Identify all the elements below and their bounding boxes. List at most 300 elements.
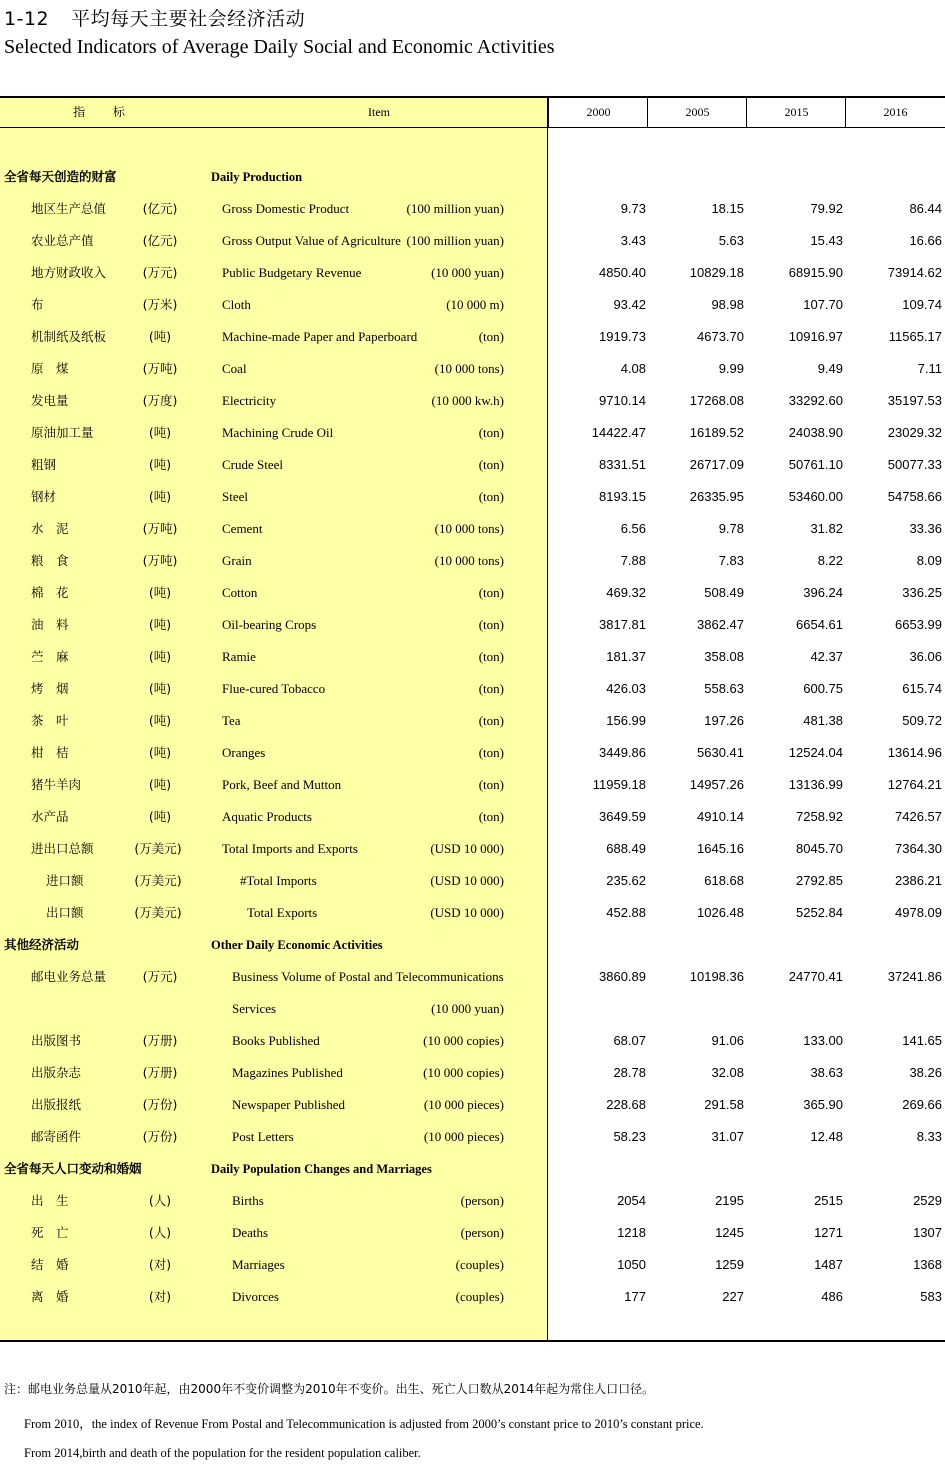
item-unit-en: (10 000 copies): [423, 1033, 504, 1048]
value-cell: 50077.33: [887, 457, 942, 472]
value-cell: 54758.66: [887, 489, 942, 504]
indicator-unit-zh: (万册): [142, 1065, 178, 1080]
value-cell: 107.70: [803, 297, 843, 312]
section-label-en: Daily Population Changes and Marriages: [211, 1162, 432, 1176]
indicator-unit-zh: (万份): [142, 1129, 178, 1144]
indicator-name-zh: 原油加工量: [31, 425, 94, 440]
value-cell: 26335.95: [689, 489, 744, 504]
indicator-unit-zh: (人): [148, 1225, 172, 1240]
value-cell: 13136.99: [788, 777, 843, 792]
item-unit-en: (10 000 copies): [423, 1065, 504, 1080]
value-cell: 33292.60: [788, 393, 843, 408]
item-name-en: Services: [232, 1001, 277, 1016]
indicator-name-zh: 出版报纸: [31, 1097, 82, 1112]
value-cell: 8331.51: [599, 457, 646, 472]
item-unit-en: (100 million yuan): [406, 201, 504, 216]
header-item: Item: [368, 105, 390, 119]
value-cell: 12524.04: [788, 745, 843, 760]
item-unit-en: (10 000 yuan): [431, 1001, 504, 1016]
indicator-name-zh: 猪牛羊肉: [31, 777, 82, 792]
table-row: [0, 1025, 945, 1057]
value-cell: 2792.85: [796, 873, 843, 888]
value-cell: 508.49: [704, 585, 744, 600]
indicator-unit-zh: (吨): [148, 489, 172, 504]
value-cell: 358.08: [704, 649, 744, 664]
value-cell: 1487: [814, 1257, 843, 1272]
value-cell: 73914.62: [887, 265, 942, 280]
indicator-unit-zh: (万美元): [134, 841, 182, 856]
item-unit-en: (ton): [478, 809, 504, 824]
indicator-unit-zh: (吨): [148, 681, 172, 696]
section-label-zh: 全省每天创造的财富: [4, 169, 117, 184]
item-unit-en: (USD 10 000): [430, 905, 504, 920]
value-cell: 38.26: [909, 1065, 942, 1080]
item-unit-en: (ton): [478, 713, 504, 728]
table-row: [0, 1281, 945, 1313]
value-cell: 16.66: [909, 233, 942, 248]
value-cell: 5.63: [718, 233, 744, 248]
table-row: [0, 897, 945, 929]
item-name-en: Divorces: [232, 1289, 279, 1304]
indicator-unit-zh: (吨): [148, 777, 172, 792]
indicator-unit-zh: (吨): [148, 713, 172, 728]
item-name-en: Total Imports and Exports: [222, 841, 358, 856]
table-row: [0, 705, 945, 737]
value-cell: 1245: [715, 1225, 744, 1240]
value-cell: 4673.70: [697, 329, 744, 344]
item-unit-en: (10 000 pieces): [423, 1129, 504, 1144]
table-header: [0, 98, 945, 128]
value-cell: 7426.57: [895, 809, 942, 824]
value-cell: 38.63: [810, 1065, 843, 1080]
indicator-name-zh: 烤 烟: [31, 681, 69, 696]
value-cell: 10916.97: [788, 329, 843, 344]
value-cell: 8045.70: [796, 841, 843, 856]
value-cell: 2529: [913, 1193, 942, 1208]
value-cell: 53460.00: [788, 489, 843, 504]
item-name-en: Books Published: [232, 1033, 320, 1048]
value-cell: 11565.17: [888, 329, 942, 344]
item-name-en: Cotton: [222, 585, 258, 600]
value-cell: 1218: [617, 1225, 646, 1240]
indicator-name-zh: 进口额: [46, 873, 84, 888]
value-cell: 13614.96: [887, 745, 942, 760]
value-cell: 37241.86: [887, 969, 942, 984]
value-cell: 2515: [814, 1193, 843, 1208]
table-row: [0, 513, 945, 545]
item-name-en: #Total Imports: [240, 873, 317, 888]
value-cell: 12.48: [810, 1129, 843, 1144]
item-name-en: Ramie: [222, 649, 256, 664]
value-cell: 486: [821, 1289, 843, 1304]
indicator-name-zh: 死 亡: [31, 1225, 69, 1240]
indicator-name-zh: 茶 叶: [31, 713, 69, 728]
table-row: [0, 961, 945, 993]
indicator-unit-zh: (亿元): [142, 201, 178, 216]
item-name-en: Births: [232, 1193, 264, 1208]
table-row: [0, 257, 945, 289]
item-name-en: Crude Steel: [222, 457, 284, 472]
value-cell: 5252.84: [796, 905, 843, 920]
value-cell: 3860.89: [599, 969, 646, 984]
value-cell: 8.22: [817, 553, 843, 568]
value-cell: 3649.59: [599, 809, 646, 824]
item-name-en: Cloth: [222, 297, 251, 312]
indicator-name-zh: 地方财政收入: [31, 265, 107, 280]
indicator-name-zh: 结 婚: [31, 1257, 69, 1272]
section-label-en: Other Daily Economic Activities: [211, 938, 383, 952]
footnote-zh: 注：邮电业务总量从2010年起，由2000年不变价调整为2010年不变价。出生、死亡人口数从2014年起为常住人口口径。: [4, 1382, 655, 1396]
value-cell: 17268.08: [689, 393, 744, 408]
indicator-unit-zh: (对): [148, 1289, 172, 1304]
footnote-en-2: From 2014,birth and death of the population for the resident population caliber.: [24, 1446, 421, 1460]
item-unit-en: (ton): [478, 489, 504, 504]
item-name-en: Marriages: [232, 1257, 285, 1272]
value-cell: 618.68: [704, 873, 744, 888]
item-unit-en: (couples): [455, 1257, 504, 1272]
value-cell: 24770.41: [788, 969, 843, 984]
indicator-unit-zh: (吨): [148, 329, 172, 344]
item-name-en: Oranges: [222, 745, 266, 760]
value-cell: 26717.09: [689, 457, 744, 472]
item-unit-en: (10 000 m): [446, 297, 504, 312]
value-cell: 8.33: [916, 1129, 942, 1144]
indicator-name-zh: 出版图书: [31, 1033, 82, 1048]
table-row: [0, 1249, 945, 1281]
value-cell: 2195: [715, 1193, 744, 1208]
value-cell: 10829.18: [689, 265, 744, 280]
value-cell: 365.90: [803, 1097, 843, 1112]
section-row: [0, 929, 945, 961]
item-unit-en: (100 million yuan): [406, 233, 504, 248]
value-cell: 28.78: [613, 1065, 646, 1080]
indicator-unit-zh: (吨): [148, 617, 172, 632]
header-year: 2005: [647, 98, 747, 127]
value-cell: 197.26: [704, 713, 744, 728]
item-name-en: Cement: [222, 521, 263, 536]
item-name-en: Post Letters: [232, 1129, 294, 1144]
table-row: [0, 577, 945, 609]
item-name-en: Pork, Beef and Mutton: [222, 777, 342, 792]
value-cell: 91.06: [711, 1033, 744, 1048]
value-cell: 426.03: [606, 681, 646, 696]
value-cell: 396.24: [803, 585, 843, 600]
item-unit-en: (ton): [478, 425, 504, 440]
indicator-name-zh: 邮寄函件: [31, 1129, 82, 1144]
value-cell: 6.56: [620, 521, 646, 536]
item-unit-en: (10 000 yuan): [431, 265, 504, 280]
value-cell: 9.78: [718, 521, 744, 536]
item-unit-en: (10 000 kw.h): [431, 393, 504, 408]
header-year: 2016: [845, 98, 945, 127]
item-unit-en: (ton): [478, 681, 504, 696]
value-cell: 1271: [814, 1225, 843, 1240]
value-cell: 68915.90: [788, 265, 843, 280]
value-cell: 10198.36: [689, 969, 744, 984]
indicator-unit-zh: (万份): [142, 1097, 178, 1112]
value-cell: 23029.32: [887, 425, 942, 440]
title-zh-text: 平均每天主要社会经济活动: [71, 8, 306, 30]
footnote-en-1: From 2010，the index of Revenue From Postal and Telecommunication is adjusted from 2000’s constant price to 2010’s constant price.: [24, 1417, 704, 1431]
indicator-unit-zh: (万册): [142, 1033, 178, 1048]
item-name-en: Total Exports: [247, 905, 318, 920]
value-cell: 2386.21: [895, 873, 942, 888]
item-name-en: Gross Domestic Product: [222, 201, 350, 216]
value-cell: 12764.21: [887, 777, 942, 792]
value-cell: 50761.10: [788, 457, 843, 472]
item-unit-en: (person): [460, 1225, 504, 1240]
item-name-en: Public Budgetary Revenue: [222, 265, 362, 280]
item-name-en: Tea: [222, 713, 241, 728]
value-cell: 8193.15: [599, 489, 646, 504]
indicator-unit-zh: (吨): [148, 585, 172, 600]
value-cell: 1259: [715, 1257, 744, 1272]
table-title-en: Selected Indicators of Average Daily Social and Economic Activities: [4, 36, 555, 58]
header-year: 2015: [746, 98, 846, 127]
value-cell: 9.73: [620, 201, 646, 216]
indicator-name-zh: 布: [31, 297, 44, 312]
header-indicator: 指 标: [73, 105, 137, 119]
item-unit-en: (10 000 tons): [434, 553, 504, 568]
indicator-name-zh: 地区生产总值: [31, 201, 107, 216]
table-row: [0, 1185, 945, 1217]
indicator-unit-zh: (万美元): [134, 905, 182, 920]
item-unit-en: (ton): [478, 745, 504, 760]
indicator-name-zh: 钢材: [31, 489, 57, 504]
value-cell: 1919.73: [599, 329, 646, 344]
value-cell: 452.88: [606, 905, 646, 920]
table-row: [0, 321, 945, 353]
indicator-unit-zh: (吨): [148, 457, 172, 472]
table-row: [0, 737, 945, 769]
value-cell: 141.65: [902, 1033, 942, 1048]
indicator-unit-zh: (亿元): [142, 233, 178, 248]
indicator-unit-zh: (万元): [142, 969, 178, 984]
section-label-zh: 全省每天人口变动和婚姻: [4, 1161, 142, 1176]
indicator-name-zh: 机制纸及纸板: [31, 329, 107, 344]
value-cell: 269.66: [902, 1097, 942, 1112]
indicator-unit-zh: (吨): [148, 745, 172, 760]
value-cell: 79.92: [810, 201, 843, 216]
indicator-unit-zh: (吨): [148, 425, 172, 440]
table-row: [0, 193, 945, 225]
value-cell: 291.58: [704, 1097, 744, 1112]
indicator-name-zh: 油 料: [31, 617, 69, 632]
item-unit-en: (10 000 tons): [434, 361, 504, 376]
indicator-unit-zh: (万美元): [134, 873, 182, 888]
value-cell: 8.09: [916, 553, 942, 568]
indicator-name-zh: 出 生: [31, 1193, 69, 1208]
table-row: [0, 833, 945, 865]
section-row: [0, 1153, 945, 1185]
value-cell: 133.00: [803, 1033, 843, 1048]
value-cell: 15.43: [810, 233, 843, 248]
indicator-unit-zh: (对): [148, 1257, 172, 1272]
item-name-en: Grain: [222, 553, 252, 568]
indicator-unit-zh: (吨): [148, 649, 172, 664]
value-cell: 68.07: [613, 1033, 646, 1048]
value-cell: 33.36: [909, 521, 942, 536]
item-name-en: Deaths: [232, 1225, 269, 1240]
value-cell: 7.11: [917, 361, 942, 376]
indicator-name-zh: 苎 麻: [31, 649, 69, 664]
value-cell: 42.37: [810, 649, 843, 664]
table-row: [0, 289, 945, 321]
value-cell: 6653.99: [895, 617, 942, 632]
value-cell: 2054: [617, 1193, 646, 1208]
indicator-name-zh: 农业总产值: [31, 233, 94, 248]
value-cell: 509.72: [902, 713, 942, 728]
table-row: [0, 353, 945, 385]
value-cell: 18.15: [711, 201, 744, 216]
item-name-en: Aquatic Products: [222, 809, 312, 824]
item-name-en: Oil-bearing Crops: [222, 617, 317, 632]
item-name-en: Newspaper Published: [232, 1097, 346, 1112]
table-row: [0, 385, 945, 417]
value-cell: 3449.86: [599, 745, 646, 760]
indicator-name-zh: 出版杂志: [31, 1065, 82, 1080]
value-cell: 336.25: [902, 585, 942, 600]
item-unit-en: (couples): [455, 1289, 504, 1304]
value-cell: 16189.52: [689, 425, 744, 440]
value-cell: 600.75: [803, 681, 843, 696]
item-name-en: Gross Output Value of Agriculture: [222, 233, 401, 248]
value-cell: 11959.18: [592, 777, 646, 792]
value-cell: 31.82: [810, 521, 843, 536]
value-cell: 14422.47: [591, 425, 646, 440]
value-cell: 4910.14: [697, 809, 744, 824]
value-cell: 32.08: [711, 1065, 744, 1080]
value-cell: 58.23: [613, 1129, 646, 1144]
item-unit-en: (ton): [478, 329, 504, 344]
item-name-en: Steel: [222, 489, 248, 504]
indicator-name-zh: 水 泥: [31, 521, 69, 536]
item-unit-en: (USD 10 000): [430, 873, 504, 888]
table-row: [0, 417, 945, 449]
table-row: [0, 545, 945, 577]
value-cell: 177: [624, 1289, 646, 1304]
table-row: [0, 865, 945, 897]
indicator-unit-zh: (吨): [148, 809, 172, 824]
indicator-name-zh: 离 婚: [31, 1289, 69, 1304]
value-cell: 1026.48: [697, 905, 744, 920]
item-name-en: Machine-made Paper and Paperboard: [222, 329, 418, 344]
value-cell: 1307: [913, 1225, 942, 1240]
value-cell: 6654.61: [796, 617, 843, 632]
item-name-en: Coal: [222, 361, 247, 376]
table-row: [0, 1057, 945, 1089]
table-row: [0, 609, 945, 641]
item-unit-en: (person): [460, 1193, 504, 1208]
indicator-unit-zh: (人): [148, 1193, 172, 1208]
value-cell: 7364.30: [895, 841, 942, 856]
indicator-unit-zh: (万吨): [142, 361, 178, 376]
item-unit-en: (ton): [478, 617, 504, 632]
item-name-en: Electricity: [222, 393, 277, 408]
data-table: [0, 96, 945, 1342]
value-cell: 4978.09: [895, 905, 942, 920]
value-cell: 7258.92: [796, 809, 843, 824]
table-number: 1-12: [4, 8, 50, 30]
indicator-unit-zh: (万度): [142, 393, 178, 408]
value-cell: 469.32: [606, 585, 646, 600]
section-row: [0, 161, 945, 193]
indicator-name-zh: 水产品: [31, 809, 69, 824]
value-cell: 1368: [913, 1257, 942, 1272]
indicator-unit-zh: (万米): [142, 297, 178, 312]
value-cell: 9.99: [718, 361, 744, 376]
item-unit-en: (ton): [478, 585, 504, 600]
table-title-zh: [4, 4, 305, 31]
table-row: [0, 1089, 945, 1121]
value-cell: 1050: [617, 1257, 646, 1272]
table-row: [0, 481, 945, 513]
value-cell: 4.08: [620, 361, 646, 376]
table-row: [0, 1121, 945, 1153]
section-label-en: Daily Production: [211, 170, 303, 184]
value-cell: 14957.26: [689, 777, 744, 792]
value-cell: 7.88: [620, 553, 646, 568]
table-row: [0, 801, 945, 833]
value-cell: 24038.90: [788, 425, 843, 440]
table-row: [0, 225, 945, 257]
indicator-name-zh: 棉 花: [31, 585, 69, 600]
value-cell: 156.99: [606, 713, 646, 728]
item-unit-en: (10 000 tons): [434, 521, 504, 536]
item-unit-en: (ton): [478, 777, 504, 792]
item-unit-en: (ton): [478, 457, 504, 472]
value-cell: 583: [920, 1289, 942, 1304]
indicator-name-zh: 原 煤: [31, 361, 69, 376]
item-name-en: Flue-cured Tobacco: [222, 681, 326, 696]
table-row: [0, 993, 945, 1025]
value-cell: 35197.53: [887, 393, 942, 408]
value-cell: 688.49: [606, 841, 646, 856]
value-cell: 31.07: [711, 1129, 744, 1144]
value-cell: 109.74: [902, 297, 942, 312]
header-year: 2000: [548, 98, 648, 127]
value-cell: 615.74: [902, 681, 942, 696]
value-cell: 7.83: [718, 553, 744, 568]
item-unit-en: (10 000 pieces): [423, 1097, 504, 1112]
item-unit-en: (ton): [478, 649, 504, 664]
indicator-unit-zh: (万吨): [142, 521, 178, 536]
value-cell: 3862.47: [697, 617, 744, 632]
value-cell: 1645.16: [697, 841, 744, 856]
item-name-en: Machining Crude Oil: [222, 425, 334, 440]
indicator-name-zh: 发电量: [31, 393, 69, 408]
item-name-en: Business Volume of Postal and Telecommunications: [232, 969, 504, 984]
value-cell: 3817.81: [599, 617, 646, 632]
indicator-name-zh: 粮 食: [31, 553, 69, 568]
table-row: [0, 449, 945, 481]
indicator-name-zh: 出口额: [46, 905, 84, 920]
item-unit-en: (USD 10 000): [430, 841, 504, 856]
table-row: [0, 641, 945, 673]
value-cell: 36.06: [909, 649, 942, 664]
value-cell: 86.44: [909, 201, 942, 216]
item-name-en: Magazines Published: [232, 1065, 343, 1080]
section-label-zh: 其他经济活动: [4, 937, 80, 952]
value-cell: 9710.14: [599, 393, 646, 408]
indicator-name-zh: 邮电业务总量: [31, 969, 107, 984]
value-cell: 5630.41: [697, 745, 744, 760]
value-cell: 481.38: [803, 713, 843, 728]
value-cell: 98.98: [711, 297, 744, 312]
value-cell: 93.42: [613, 297, 646, 312]
table-row: [0, 1217, 945, 1249]
indicator-name-zh: 柑 桔: [31, 745, 69, 760]
